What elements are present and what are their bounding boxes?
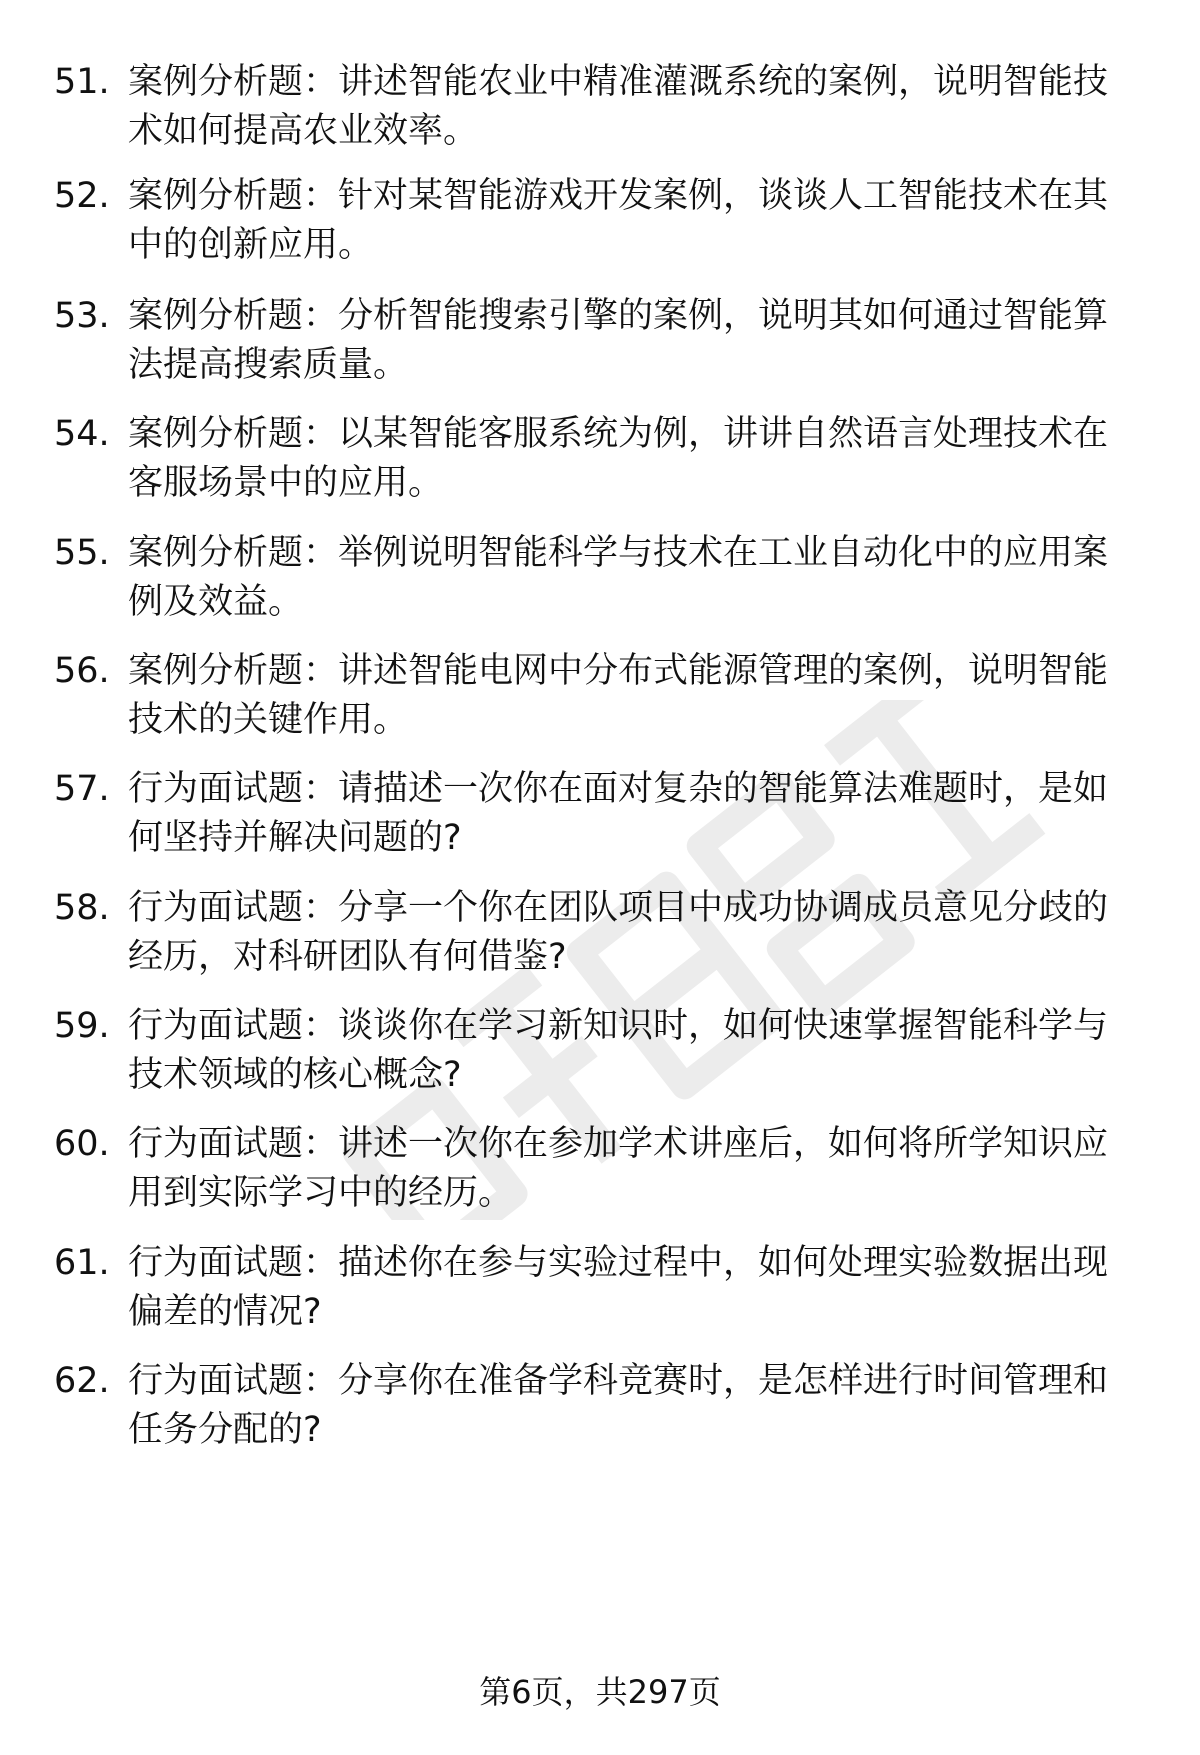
question-text: 行为面试题：分享一个你在团队项目中成功协调成员意见分歧的经历，对科研团队有何借鉴? [128, 888, 1109, 977]
question-number: 51. [54, 62, 110, 102]
question-text: 案例分析题：讲述智能农业中精准灌溉系统的案例，说明智能技术如何提高农业效率。 [128, 62, 1109, 151]
question-text: 案例分析题：分析智能搜索引擎的案例，说明其如何通过智能算法提高搜索质量。 [128, 296, 1109, 385]
question-text: 行为面试题：讲述一次你在参加学术讲座后，如何将所学知识应用到实际学习中的经历。 [128, 1124, 1109, 1213]
question-number: 60. [54, 1124, 110, 1164]
question-number: 59. [54, 1006, 110, 1046]
question-text: 行为面试题：谈谈你在学习新知识时，如何快速掌握智能科学与技术领域的核心概念? [128, 1006, 1109, 1095]
question-number: 56. [54, 651, 110, 691]
question-text: 案例分析题：讲述智能电网中分布式能源管理的案例，说明智能技术的关键作用。 [128, 651, 1109, 740]
question-number: 55. [54, 533, 110, 573]
question-text: 案例分析题：针对某智能游戏开发案例，谈谈人工智能技术在其中的创新应用。 [128, 176, 1109, 265]
question-number: 62. [54, 1361, 110, 1401]
question-text: 行为面试题：描述你在参与实验过程中，如何处理实验数据出现偏差的情况? [128, 1243, 1109, 1332]
question-number: 61. [54, 1243, 110, 1283]
question-number: 52. [54, 176, 110, 216]
page-footer: 第6页，共297页 [479, 1673, 721, 1711]
question-number: 54. [54, 414, 110, 454]
question-text: 案例分析题：举例说明智能科学与技术在工业自动化中的应用案例及效益。 [128, 533, 1109, 622]
question-number: 58. [54, 888, 110, 928]
question-text: 行为面试题：分享你在准备学科竞赛时，是怎样进行时间管理和任务分配的? [128, 1361, 1109, 1450]
question-text: 案例分析题：以某智能客服系统为例，讲讲自然语言处理技术在客服场景中的应用。 [128, 414, 1109, 503]
question-text: 行为面试题：请描述一次你在面对复杂的智能算法难题时，是如何坚持并解决问题的? [128, 769, 1109, 858]
question-number: 57. [54, 769, 110, 809]
question-number: 53. [54, 296, 110, 336]
